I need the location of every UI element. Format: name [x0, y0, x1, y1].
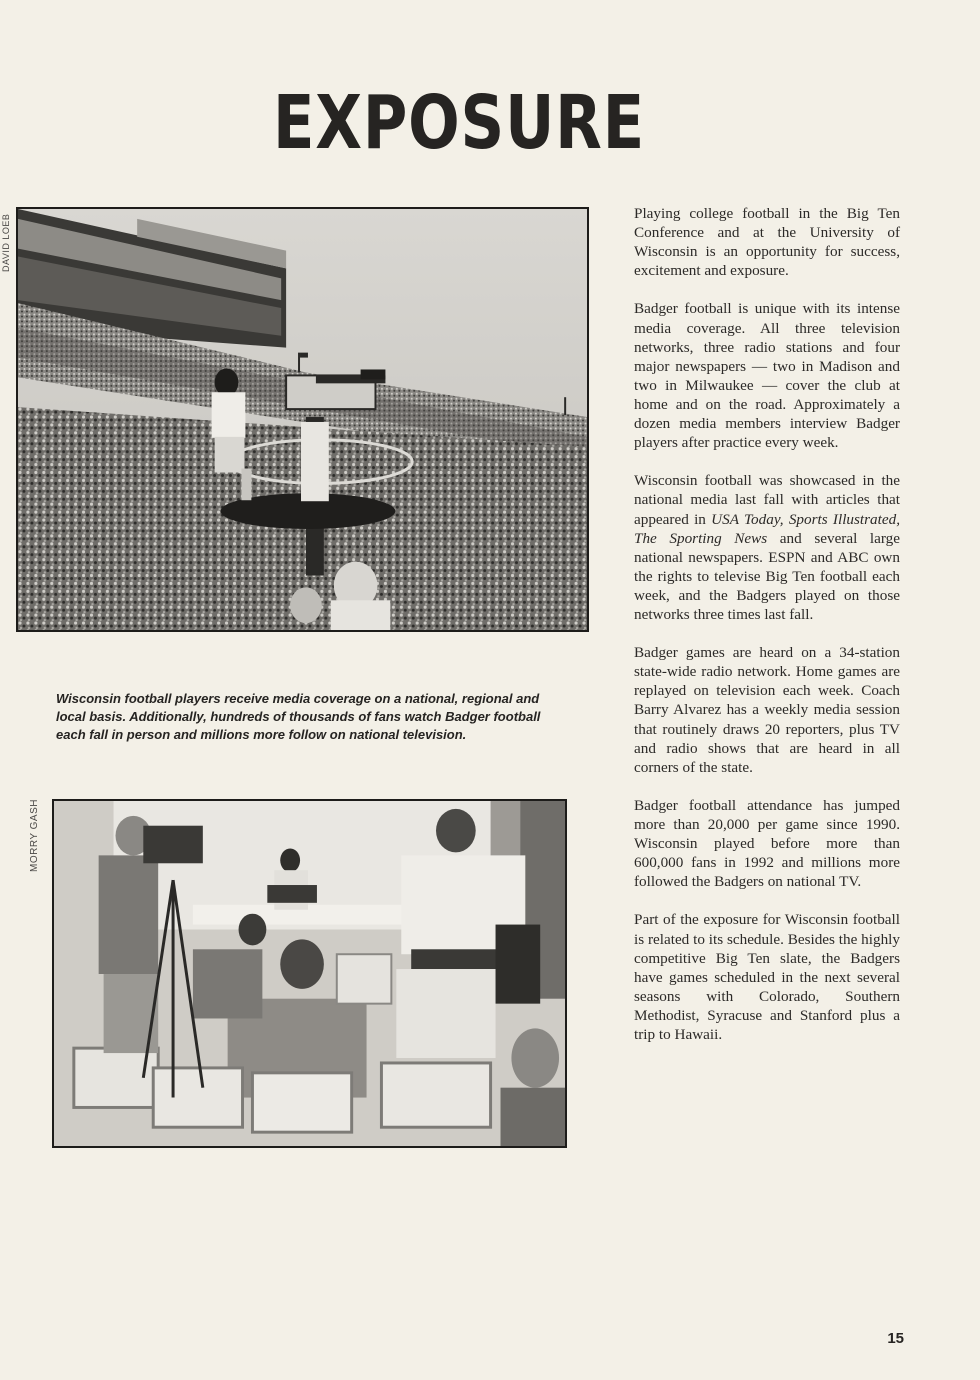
- press-conference-illustration: [54, 801, 565, 1146]
- paragraph-attendance: Badger football attendance has jumped more than 20,000 per game since 1990. Wisconsin played before more than 600,000 fans in 1992 and millions more followed the Badgers on national TV.: [634, 796, 900, 891]
- stadium-camera-illustration: [18, 209, 587, 630]
- page-title: EXPOSURE: [272, 80, 645, 166]
- press-conference-photo: [52, 799, 567, 1148]
- paragraph-national-media-b: and several large national newspapers. ESPN and ABC own the rights to televise Big Ten football each week, and the Badgers played on those networks three times last fall.: [634, 529, 900, 623]
- paragraph-national-media-a: Wisconsin football was showcased in the national media last fall with articles that appeared in: [634, 472, 900, 528]
- page-number: 15: [887, 1330, 904, 1347]
- paragraph-schedule: Part of the exposure for Wisconsin football is related to its schedule. Besides the highly competitive Big Ten slate, the Badgers have games scheduled in the next several seasons with Colorado, Southern Methodist, Syracuse and Stanford plus a trip to Hawaii.: [634, 911, 900, 1044]
- paragraph-media-coverage: Badger football is unique with its intense media coverage. All three television networks, three radio stations and four major newspapers — two in Madison and two in Milwaukee — cover the club at home and on the road. Approximately a dozen media members interview Badger players after practice every week.: [634, 300, 900, 452]
- publication-names: USA Today, Sports Illustrated, The Sporting News: [634, 510, 900, 547]
- photo-credit-bottom: MORRY GASH: [29, 799, 40, 872]
- paragraph-radio-network: Badger games are heard on a 34-station state-wide radio network. Home games are replayed on television each week. Coach Barry Alvarez has a weekly media session that routinely draws 20 reporters, plus TV and radio shows that are heard in all corners of the state.: [634, 644, 900, 776]
- paragraph-national-media: [634, 471, 900, 624]
- article-body: [634, 204, 900, 1063]
- photo-credit-top: DAVID LOEB: [1, 213, 11, 272]
- stadium-camera-photo: [16, 207, 589, 632]
- paragraph-intro: Playing college football in the Big Ten Conference and at the University of Wisconsin is an opportunity for success, excitement and exposure.: [634, 205, 900, 280]
- photo-caption: Wisconsin football players receive media coverage on a national, regional and local basis. Additionally, hundreds of thousands of fans watch Badger football each fall in person and millions more follow on national television.: [56, 691, 541, 742]
